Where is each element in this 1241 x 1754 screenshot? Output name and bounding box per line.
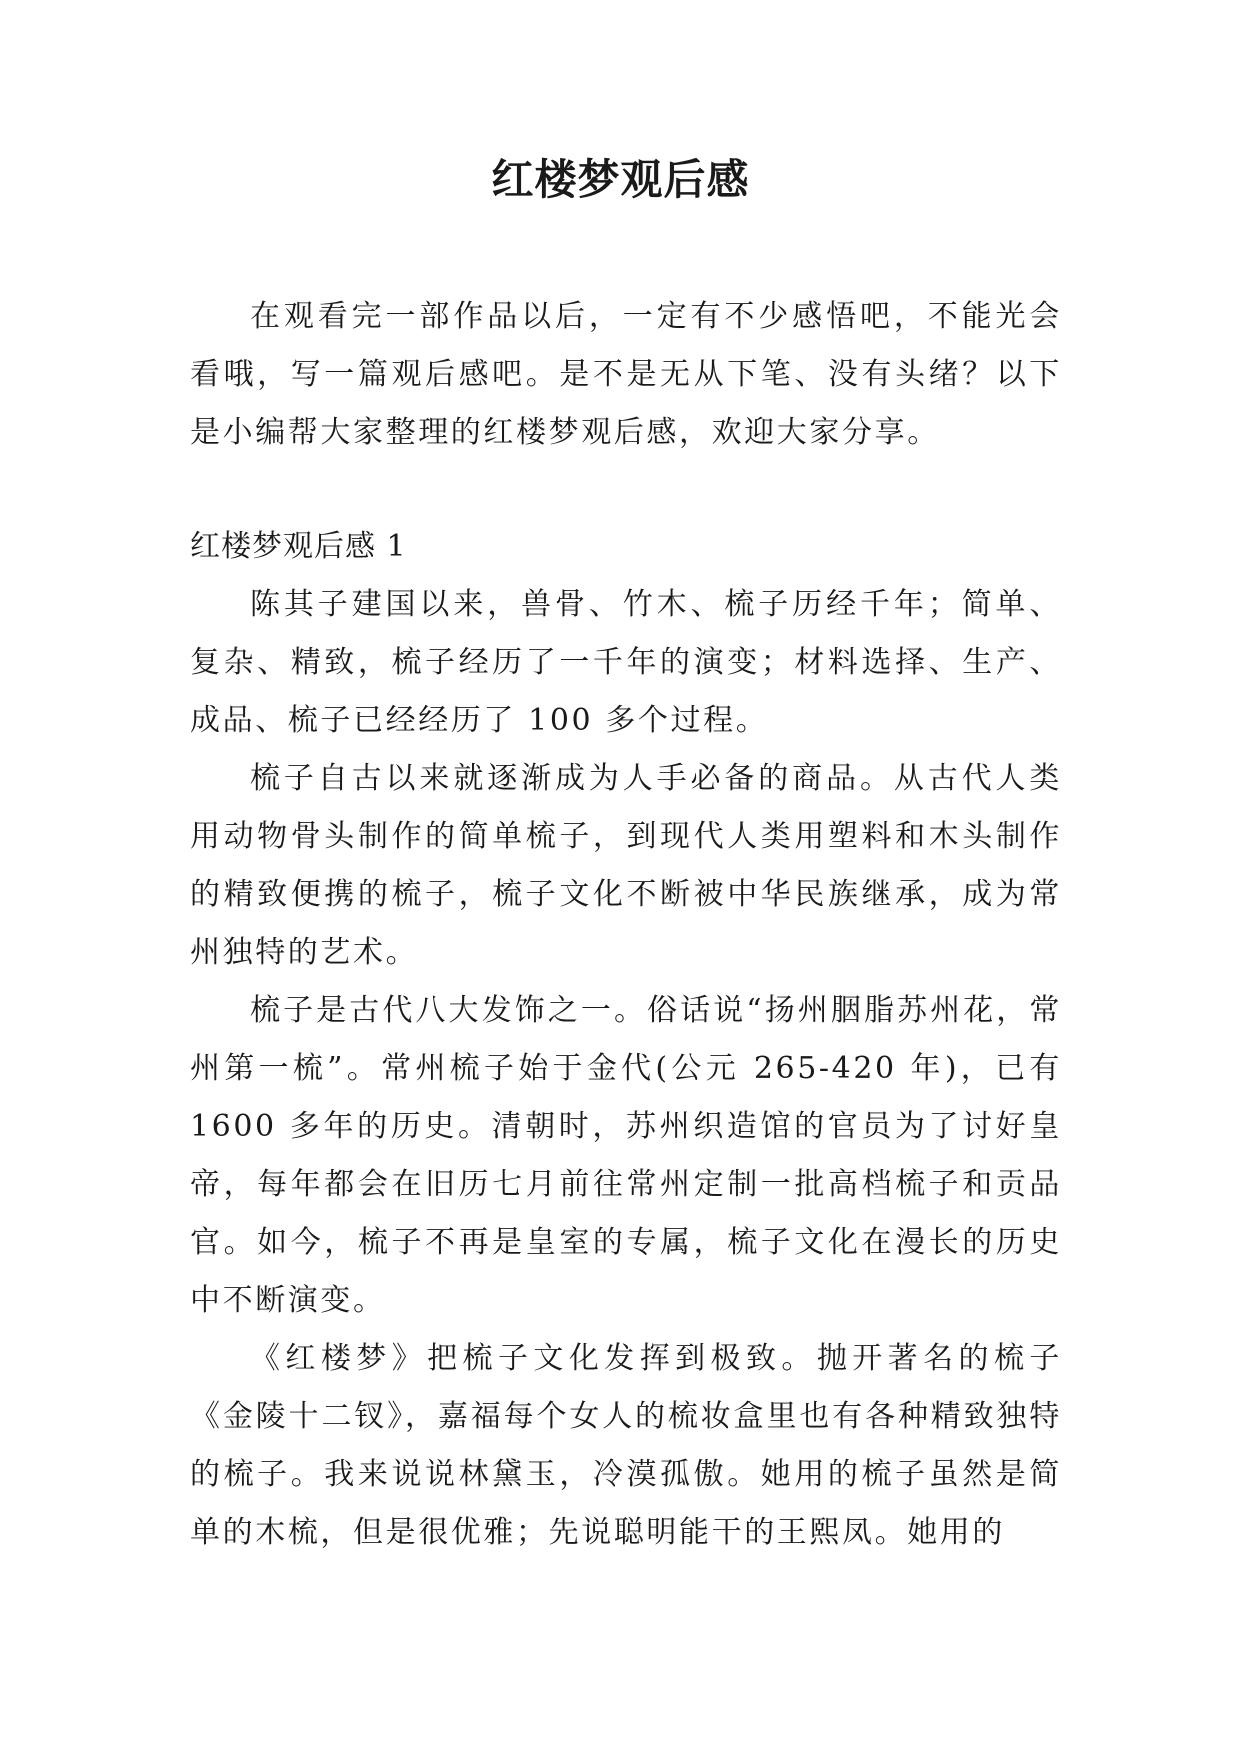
section-heading: 红楼梦观后感 1 (190, 529, 407, 564)
body-paragraph-4: 《红楼梦》把梳子文化发挥到极致。抛开著名的梳子《金陵十二钗》，嘉福每个女人的梳妆盒里也有各种精致独特的梳子。我来说说林黛玉，冷漠孤傲。她用的梳子虽然是简单的木梳，但是很优雅；先说聪明能干的王熙凤。她用的 (190, 1341, 1062, 1550)
intro-paragraph: 在观看完一部作品以后，一定有不少感悟吧，不能光会看哦，写一篇观后感吧。是不是无从下笔、没有头绪？以下是小编帮大家整理的红楼梦观后感，欢迎大家分享。 (190, 299, 1062, 450)
body-paragraph-1: 陈其子建国以来，兽骨、竹木、梳子历经千年；简单、复杂、精致，梳子经历了一千年的演变；材料选择、生产、成品、梳子已经经历了 100 多个过程。 (190, 587, 1062, 738)
body-paragraph-2: 梳子自古以来就逐渐成为人手必备的商品。从古代人类用动物骨头制作的简单梳子，到现代人类用塑料和木头制作的精致便携的梳子，梳子文化不断被中华民族继承，成为常州独特的艺术。 (190, 761, 1062, 970)
document-title: 红楼梦观后感 (491, 155, 750, 204)
document-body (190, 288, 1062, 1562)
body-paragraph-3: 梳子是古代八大发饰之一。俗话说“扬州胭脂苏州花，常州第一梳”。常州梳子始于金代(公元 265-420 年)，已有 1600 多年的历史。清朝时，苏州织造馆的官员为了讨好皇帝，每年都会在旧历七月前往常州定制一批高档梳子和贡品官。如今，梳子不再是皇室的专属，梳子文化在漫长的历史中不断演变。 (190, 993, 1062, 1318)
